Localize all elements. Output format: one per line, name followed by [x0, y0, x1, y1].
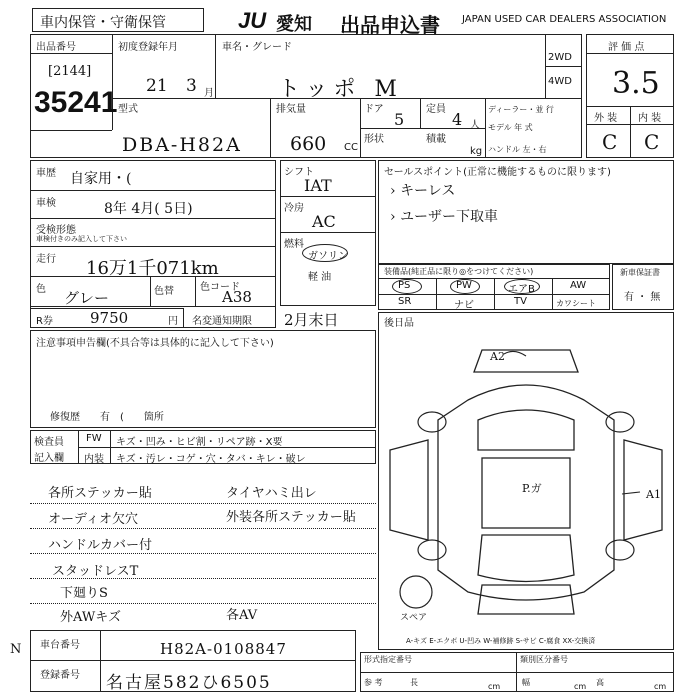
equip-ps-circle: [392, 279, 422, 294]
interior-codes: キズ・汚レ・コゲ・穴・タバ・キレ・破レ: [116, 454, 306, 465]
diagram-center-mark: P.ガ: [522, 482, 542, 495]
color-label: 色: [36, 284, 46, 295]
history-value: 自家用・(: [70, 171, 132, 187]
fw-label: FW: [86, 433, 102, 444]
exterior-codes: キズ・凹み・ヒビ割・リペア跡・X要: [116, 437, 283, 448]
exterior-grade: C: [602, 130, 618, 154]
shift-value: IAT: [304, 176, 332, 195]
reference-label: 参 考: [364, 678, 383, 687]
warranty-label: 新車保証書: [620, 268, 660, 277]
recycle-label: R券: [36, 316, 53, 327]
loading-label: 積載: [426, 134, 446, 145]
shaken-label: 車検: [36, 198, 56, 209]
reception-label: 受検形態: [36, 225, 76, 236]
capacity-label: 定員: [426, 104, 446, 115]
height-unit: cm: [654, 682, 667, 691]
registration-number: 名古屋582ひ6505: [106, 673, 272, 693]
chassis-number: H82A-0108847: [160, 640, 287, 658]
wheel-front-left-icon: [418, 412, 446, 432]
rating-score: 3.5: [612, 66, 660, 101]
registration-label: 登録番号: [40, 670, 80, 681]
inspector-label: 検査員: [34, 437, 64, 448]
cooling-label: 冷房: [284, 203, 304, 214]
lot-prefix: [2144]: [48, 64, 92, 79]
chassis-label: 車台番号: [40, 640, 80, 651]
displacement-value: 660: [290, 133, 327, 155]
storage-badge-text: 車内保管・守衛保管: [40, 15, 166, 31]
note-2: オーディオ欠穴: [48, 512, 138, 527]
color-value: グレー: [64, 289, 110, 307]
mileage-value: 16万1千071km: [86, 258, 219, 279]
sales-point-1: › キーレス: [390, 183, 456, 199]
note-9: 各AV: [226, 608, 258, 623]
color-change-label: 色替: [154, 286, 174, 297]
lot-number-label: 出品番号: [36, 42, 76, 53]
sales-point-2-text: ユーザー下取車: [400, 209, 499, 225]
sales-points-title: セールスポイント(正常に機能するものに限ります): [384, 167, 611, 178]
equip-sr: SR: [398, 296, 412, 307]
car-name: トッポ M: [278, 77, 403, 102]
logo-region: 愛知: [276, 14, 312, 35]
equip-tv: TV: [514, 296, 527, 307]
name-change-value: 2月末日: [284, 311, 339, 329]
door-value: 5: [394, 110, 405, 129]
model-label: 型式: [118, 104, 138, 115]
dealer-import-label: ディーラー・並 行: [488, 105, 554, 114]
equip-aw: AW: [570, 280, 587, 291]
first-reg-unit: 月: [204, 88, 214, 99]
shape-label: 形状: [364, 134, 384, 145]
color-code-value: A38: [222, 288, 252, 306]
warranty-yes-no: 有 ・ 無: [624, 292, 661, 303]
equip-pw: PW: [456, 280, 472, 291]
length-label: 長: [410, 678, 418, 687]
note-8: 外装各所ステッカー貼: [226, 510, 356, 525]
rear-seat-label: 後日品: [384, 318, 414, 329]
car-name-label: 車名・グレード: [222, 42, 292, 53]
damage-legend: A-キズ E-エクボ U-凹み W-補修跡 S-サビ C-腐食 XX-交換済: [406, 637, 596, 645]
exterior-label: 外 装: [594, 113, 618, 124]
note-3: ハンドルカバー付: [48, 538, 153, 553]
equip-navi: ナビ: [454, 300, 474, 311]
first-reg-label: 初度登録年月: [118, 42, 178, 53]
wheel-rear-left-icon: [418, 540, 446, 560]
diagram-mark-a1: A1: [646, 488, 661, 501]
note-5: 下廻りS: [60, 586, 108, 601]
fourwd-label: 4WD: [548, 76, 572, 87]
width-unit: cm: [574, 682, 587, 691]
model-code: DBA-H82A: [122, 134, 242, 156]
reception-note: 車検付きのみ記入して下さい: [36, 235, 127, 243]
history-label: 車歴: [36, 168, 56, 179]
length-unit: cm: [488, 682, 501, 691]
sales-point-1-text: キーレス: [400, 183, 456, 199]
kg-label: kg: [470, 146, 483, 157]
color-code-label: 色コード: [200, 282, 240, 293]
model-year-label: モデル 年 式: [488, 123, 533, 132]
cc-label: CC: [344, 142, 358, 153]
wheel-rear-right-icon: [606, 540, 634, 560]
capacity-value: 4: [452, 110, 463, 129]
equipment-title: 装備品(純正品に限り◎をつけてください): [384, 267, 534, 276]
diagram-mark-a2: A2: [490, 350, 505, 363]
spare-tire-icon: [400, 576, 432, 608]
shift-label: シフト: [284, 167, 314, 178]
capacity-unit: 人: [470, 120, 480, 131]
sales-point-2: › ユーザー下取車: [390, 209, 499, 225]
width-label: 幅: [522, 678, 530, 687]
equip-leather: カワシート: [556, 299, 596, 308]
form-code-label: 形式指定番号: [364, 655, 412, 664]
note-7: タイヤハミ出レ: [226, 486, 317, 501]
fuel-diesel-label: 軽 油: [308, 272, 332, 283]
first-reg-year: 21: [146, 76, 168, 96]
cooling-value: AC: [312, 212, 336, 231]
displacement-label: 排気量: [276, 104, 306, 115]
ju-logo: JU: [238, 8, 267, 33]
lot-number: 35241: [34, 86, 118, 119]
repair-history: 修復歴 有 ( 箇所: [50, 412, 164, 423]
door-label: ドア: [364, 104, 384, 115]
wheel-front-right-icon: [606, 412, 634, 432]
equip-pw-circle: [450, 279, 480, 294]
handle-label: ハンドル 左・右: [488, 145, 547, 154]
fuel-value: ガソリン: [308, 251, 348, 262]
twowd-label: 2WD: [548, 52, 572, 63]
notes-title: 注意事項申告欄(不具合等は具体的に記入して下さい): [36, 338, 274, 349]
fuel-label: 燃料: [284, 239, 304, 250]
yen-label: 円: [168, 316, 178, 327]
note-4: スタッドレスT: [52, 564, 139, 579]
note-6: 外AWキズ: [60, 610, 121, 625]
interior-row-label: 内装: [84, 454, 104, 465]
rating-label: 評 価 点: [608, 42, 645, 53]
form-title: 出品申込書: [340, 13, 440, 37]
mileage-label: 走行: [36, 254, 56, 265]
recycle-amount: 9750: [90, 309, 129, 327]
interior-grade: C: [644, 130, 660, 154]
height-label: 高: [596, 678, 604, 687]
interior-label: 内 装: [638, 113, 662, 124]
spare-label: スペア: [400, 613, 428, 623]
entry-label: 記入欄: [34, 453, 64, 464]
shaken-value: 8年 4月( 5日): [104, 201, 193, 217]
first-reg-month: 3: [186, 76, 197, 96]
margin-n-mark: N: [10, 642, 22, 657]
association-name: JAPAN USED CAR DEALERS ASSOCIATION: [462, 14, 667, 25]
note-1: 各所ステッカー貼: [48, 486, 152, 501]
equip-airbag-circle: [504, 279, 540, 294]
equip-airbag: エアB: [508, 284, 535, 295]
class-code-label: 類別区分番号: [520, 655, 568, 664]
equip-ps: PS: [398, 280, 411, 291]
name-change-label: 名変通知期限: [192, 316, 252, 327]
